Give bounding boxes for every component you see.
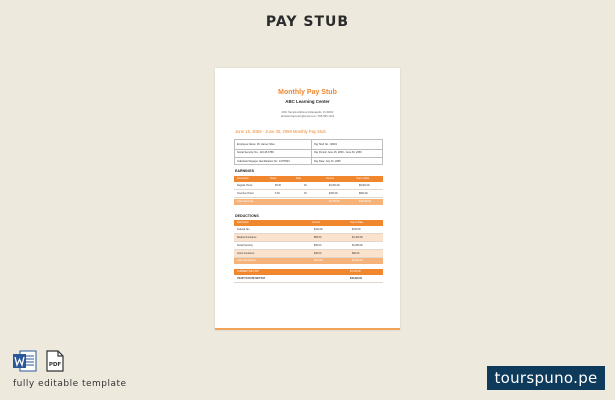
deductions-cell: $720.00 <box>352 228 361 231</box>
earnings-total-label: Gross Earnings <box>237 200 254 203</box>
earnings-total-ytd: $10,500.00 <box>359 200 371 203</box>
earnings-cell: 20 <box>304 184 307 187</box>
earnings-cell: 30 <box>304 192 307 195</box>
deductions-cell: Social Security <box>237 244 253 247</box>
address-line-2: abclearningcenter@email.com | 555-555-1234 <box>280 115 335 118</box>
pdf-icon <box>45 350 65 372</box>
ytd-net-pay-value: $16,920.00 <box>350 277 362 280</box>
employee-name: Employee Name: Mr. James Silva <box>237 142 275 146</box>
deductions-cell: $30.00 <box>314 244 322 247</box>
deductions-total-current: $210.00 <box>314 259 323 262</box>
pay-period: Pay Period: June 15, 2059 - June 30, 2059 <box>314 151 362 154</box>
pay-stub-no: Pay Stub No.: 00001 <box>314 142 338 146</box>
editable-template-caption: fully editable template <box>13 379 127 389</box>
ytd-net-pay-row <box>234 275 383 283</box>
deductions-table <box>234 220 383 264</box>
earnings-cell: Regular Hours <box>237 184 253 187</box>
brand-logo[interactable]: tourspuno.pe <box>487 366 605 390</box>
deductions-col-current: Current <box>312 221 320 224</box>
earnings-cell: $9,600.00 <box>359 184 370 187</box>
employee-info-table <box>234 139 383 165</box>
deductions-cell: Union Insurance <box>237 252 255 255</box>
earnings-cell: Overtime Hours <box>237 192 254 195</box>
page-title: PAY STUB <box>265 14 350 30</box>
file-format-icons <box>13 350 73 374</box>
deductions-total-label: Gross Deductions <box>237 259 257 262</box>
earnings-col-hours: Hours <box>270 177 277 180</box>
deductions-heading: DEDUCTIONS <box>235 214 259 218</box>
earnings-cell: $900.00 <box>359 192 368 195</box>
deductions-cell: $10.00 <box>314 252 322 255</box>
word-icon <box>13 350 37 372</box>
address-line-1: 2001 Sample Address Indianapolis, IN 46202 <box>281 111 334 114</box>
earnings-col-ytd: Year to Date <box>356 177 370 180</box>
net-pay-table <box>234 269 383 283</box>
earnings-heading: EARNINGS <box>235 169 254 173</box>
deductions-cell: $50.00 <box>314 236 322 239</box>
pdf-label: PDF <box>48 362 62 368</box>
deductions-cell: Medical Insurance <box>237 236 257 239</box>
deductions-total-ytd: $2,960.00 <box>352 259 363 262</box>
organization-name: ABC Learning Center <box>285 99 330 104</box>
deductions-total-row <box>234 258 383 264</box>
deductions-cell: $1,080.00 <box>352 244 363 247</box>
earnings-cell: $1,600.00 <box>329 184 340 187</box>
deductions-col-ytd: Year to Date <box>350 221 364 224</box>
earnings-cell: $150.00 <box>329 192 338 195</box>
table-row <box>234 242 383 250</box>
earnings-table <box>234 176 383 206</box>
document-title: Monthly Pay Stub <box>278 89 337 96</box>
table-row <box>234 226 383 234</box>
ytd-net-pay-label: YEAR TO DATE NET PAY <box>237 277 266 280</box>
earnings-total-current: $1,750.00 <box>329 200 340 203</box>
earnings-total-row <box>234 199 383 205</box>
table-row <box>234 250 383 258</box>
earnings-col-description: Description <box>237 177 249 180</box>
pay-period-heading: June 15, 2059 - June 30, 2059 Monthly Pay Stub <box>235 129 326 134</box>
pay-stub-document <box>215 68 400 330</box>
earnings-col-current: Current <box>326 177 334 180</box>
earnings-cell: 5.00 <box>275 192 280 195</box>
deductions-cell: Federal Tax <box>237 228 250 231</box>
earnings-col-rate: Rate <box>296 177 302 180</box>
pay-date: Pay Date: July 01, 2059 <box>314 159 341 163</box>
table-row <box>234 234 383 242</box>
table-row <box>234 190 383 198</box>
current-net-pay-value: $1,540.00 <box>350 270 361 273</box>
social-security-no: Social Security No.: 123-45-6789 <box>237 151 274 154</box>
deductions-cell: $60.00 <box>352 252 360 255</box>
deductions-cell: $1,100.00 <box>352 236 363 239</box>
table-row <box>234 182 383 190</box>
deductions-col-description: Description <box>237 221 249 224</box>
deductions-cell: $120.00 <box>314 228 323 231</box>
current-net-pay-label: CURRENT NET PAY <box>237 270 260 273</box>
earnings-cell: 80.00 <box>275 184 281 187</box>
taxpayer-id: Individual Taxpayer Identification No.: 9-876543 <box>237 159 290 163</box>
